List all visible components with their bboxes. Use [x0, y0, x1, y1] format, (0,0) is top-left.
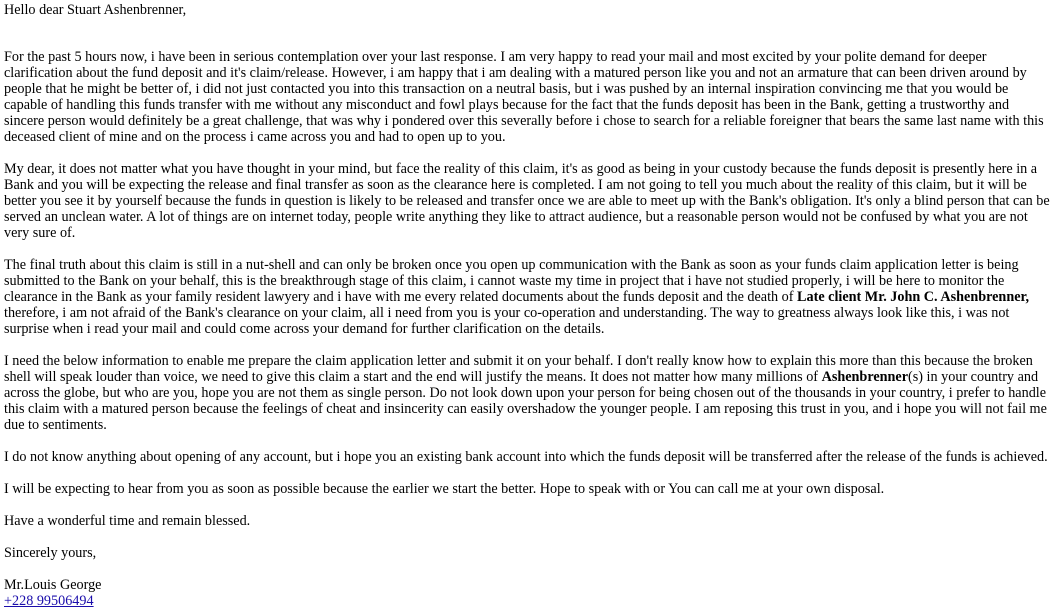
paragraph-information-text-1: I need the below information to enable me prepare the claim application letter and submit it on your behalf. I don't really know how to explain this more than this because the broken shell will speak louder than voice, we need to give this claim a start and the end will justify the means. It does not matter how many millions of: [4, 353, 1033, 385]
paragraph-final-truth-text-1: The final truth about this claim is still in a nut-shell and can only be broken once you open up communication with the Bank as soon as your funds claim application letter is being submitted to the Bank on your behalf, this is the breakthrough stage of this claim, i cannot waste my time in project that i have not studied properly, i will be here to monitor the clearance in the Bank as your family resident lawyery and i have with me every related documents about the funds deposit and the death of: [4, 257, 1019, 305]
paragraph-blessing: Have a wonderful time and remain blessed.: [4, 513, 251, 529]
signature-name: Mr.Louis George: [4, 577, 102, 593]
late-client-name: Late client Mr. John C. Ashenbrenner,: [797, 289, 1030, 305]
signature-phone-link[interactable]: +228 99506494: [4, 593, 94, 609]
paragraph-expecting-reply: I will be expecting to hear from you as soon as possible because the earlier we start the better. Hope to speak with or You can call me at your own disposal.: [4, 481, 885, 497]
paragraph-final-truth: [4, 257, 1051, 337]
paragraph-information-needed: [4, 353, 1051, 433]
email-greeting: Hello dear Stuart Ashenbrenner,: [4, 2, 187, 18]
paragraph-final-truth-text-2: therefore, i am not afraid of the Bank's clearance on your claim, all i need from you is your co-operation and understanding. The way to greatness always look like this, i was not surprise when i read your mail and could come across your demand for further clarification on the details.: [4, 305, 1010, 337]
email-closing: Sincerely yours,: [4, 545, 97, 561]
paragraph-bank-account: I do not know anything about opening of any account, but i hope you an existing bank account into which the funds deposit will be transferred after the release of the funds is achieved.: [4, 449, 1048, 465]
surname-bold: Ashenbrenner: [821, 369, 909, 385]
paragraph-reality-of-claim: My dear, it does not matter what you have thought in your mind, but face the reality of this claim, it's as good as being in your custody because the funds deposit is presently here in a Bank and you will be expecting the release and final transfer as soon as the clearance here is completed. I am not going to tell you much about the reality of this claim, but it will be better you see it by yourself because the funds in question is likely to be released and transfer once we are able to meet up with the Bank's obligation. It's only a blind person that can be served an unclean water. A lot of things are on internet today, people write anything they like to attract audience, but a reasonable person would not be confused by what you are not very sure of.: [4, 161, 1050, 241]
paragraph-information-text-2: (s) in your country and across the globe, but who are you, hope you are not them as single person. Do not look down upon your person for being chosen out of the thousands in your country, i prefer to handle this claim with a matured person because the feelings of cheat and insincerity can easily overshadow the younger people. I am reposing this trust in you, and i hope you will not fail me due to sentiments.: [4, 369, 1047, 433]
paragraph-contemplation: For the past 5 hours now, i have been in serious contemplation over your last response. I am very happy to read your mail and most excited by your polite demand for deeper clarification about the fund deposit and it's claim/release. However, i am happy that i am dealing with a matured person like you and not an armature that can been driven around by people that he might be better of, i did not just contacted you into this transaction on a neutral basis, but i was pushed by an internal inspiration convincing me that you would be capable of handling this funds transfer with me without any misconduct and fowl plays because for the fact that the funds deposit has been in the Bank, getting a trustworthy and sincere person would definitely be a great challenge, that was why i pondered over this severally before i chose to search for a reliable foreigner that bears the same last name with this deceased client of mine and on the process i came across you and had to open up to you.: [4, 49, 1044, 145]
